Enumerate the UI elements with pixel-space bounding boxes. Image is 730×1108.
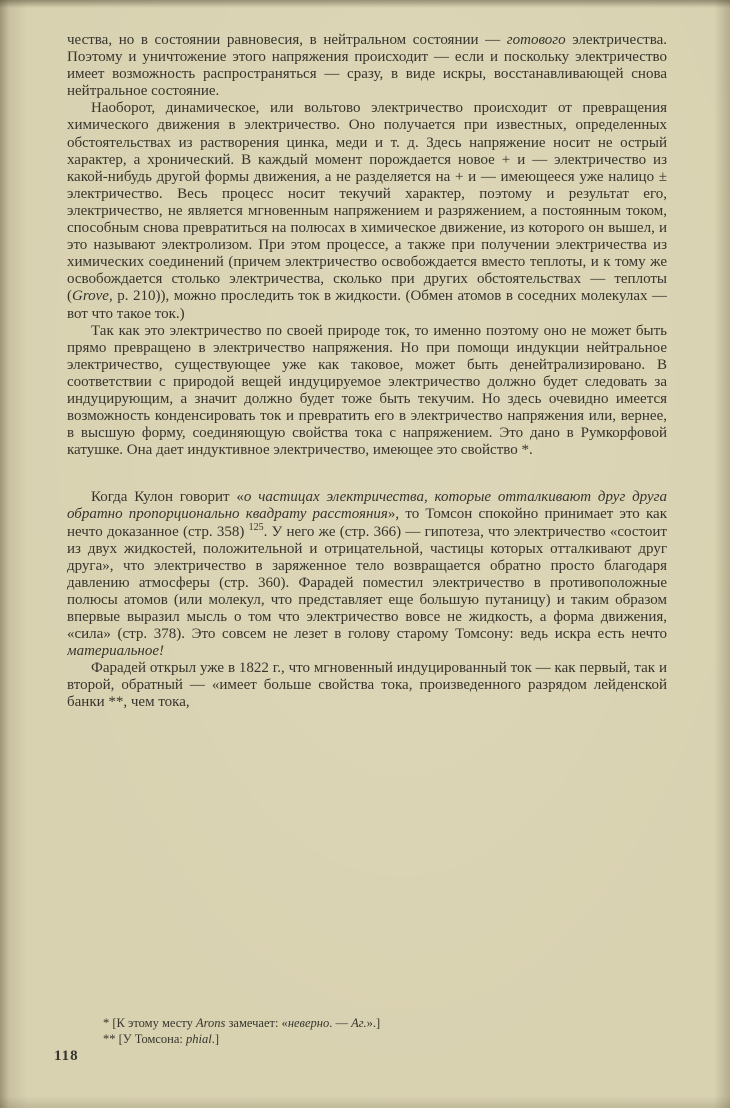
text-run: неверно <box>287 1016 330 1030</box>
text-run: Grove <box>72 288 109 305</box>
text-run: . У него же (стр. 366) — гипотеза, что электричество «состоит из двух жидкостей, положительной и отрицательной, частицы которых отталкивают друг друга», что электричество в заряженное тело возвращается обратно просто благодаря давлению атмосферы (стр. 360). Фарадей поместил электричество в противоположные полюсы атомов (или молекул, что представляет еще большую путаницу) и таким образом впервые выразил мысль о том что электричество вовсе не жидкость, а форма движения, «сила» (стр. 378). Это совсем не лезет в голову старому Томсону: ведь искра есть нечто <box>67 523 667 643</box>
paragraph <box>67 100 667 322</box>
text-run: материальное! <box>67 643 165 660</box>
paragraph <box>67 323 667 460</box>
text-run: о частицах электричества, которые отталкивают друг друга обратно пропорционально квадрату расстояния <box>67 489 667 523</box>
paragraph <box>67 489 667 660</box>
paragraph <box>67 32 667 100</box>
text-run: готового <box>506 32 566 48</box>
text-run: . — <box>329 1016 352 1030</box>
text-run: * [К этому месту <box>103 1016 196 1030</box>
text-run: Наоборот, динамическое, или вольтово электричество происходит от превращения химического движения в электричество. Оно получается при известных, определенных обстоятельствах из растворения цинка, меди и т. д. Здесь напряжение носит не острый характер, а хронический. В каждый момент порождается новое + и — электричество из какой-нибудь другой формы движения, а не разделяется на + и — имеющееся уже налицо ± электричество. Весь процесс носит текучий характер, поэтому и результат его, электричество, не является мгновенным напряжением и разряжением, а постоянным током, способным снова превратиться на полюсах в химическое движение, из которого он вышел, и это называют электролизом. При этом процессе, а также при получении электричества из химических соединений (причем электричество освобождается вместо теплоты, и к тому же освобождается столько электричества, сколько при других обстоятельствах — теплоты ( <box>67 100 667 305</box>
paragraph <box>67 660 667 711</box>
page-number: 118 <box>54 1048 79 1064</box>
text-run: чества, но в состоянии равновесия, в нейтральном состоянии — <box>67 32 507 48</box>
text-run: phial <box>186 1031 212 1046</box>
footnotes <box>103 1016 633 1047</box>
text-run: Аг. <box>351 1016 367 1030</box>
text-run: », то Томсон спокойно принимает это как нечто доказанное (стр. 358) <box>67 506 667 540</box>
text-run: замечает: « <box>225 1016 288 1030</box>
text-run: 125 <box>248 521 264 533</box>
text-run: электричества. Поэтому и уничтожение этого напряжения происходит — если и поскольку электричество имеет возможность распространяться — сразу, в виде искры, восстанавливающей снова нейтральное состояние. <box>67 32 667 100</box>
text-run: .] <box>211 1031 220 1046</box>
text-run: Arons <box>195 1016 226 1030</box>
text-run: ** [У Томсона: <box>103 1031 187 1046</box>
text-run: ».] <box>366 1016 381 1030</box>
text-run: Так как это электричество по своей природе ток, то именно поэтому оно не может быть прямо превращено в электричество напряжения. Но при помощи индукции нейтральное электричество, существующее уже как таковое, может быть денейтрализировано. В соответствии с природой вещей индуцируемое электричество должно будет следовать за индуцирующим, а значит должно будет тоже быть текучим. Но здесь очевидно имеется возможность конденсировать ток и превратить его в электричество напряжения или, вернее, в высшую форму, соединяющую свойства тока с напряжением. Это дано в Румкорфовой катушке. Она дает индуктивное электричество, имеющее это свойство *. <box>67 322 667 459</box>
footnote <box>103 1032 633 1048</box>
footnote <box>103 1016 633 1032</box>
text-run: Фарадей открыл уже в 1822 г., что мгновенный индуцированный ток — как первый, так и второй, обратный — «имеет больше свойства тока, произведенного разрядом лейденской банки **, чем тока, <box>67 660 667 711</box>
text-run: Когда Кулон говорит « <box>91 489 244 506</box>
text-run: , p. 210)), можно проследить ток в жидкости. (Обмен атомов в соседних молекулах — вот что такое ток.) <box>67 288 667 322</box>
body-text <box>67 32 667 1014</box>
